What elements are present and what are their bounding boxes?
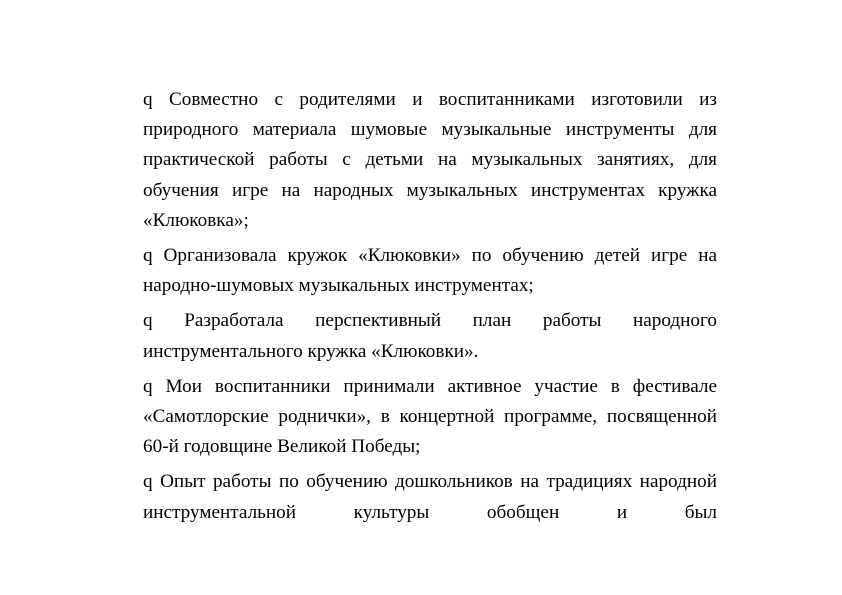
paragraph-festival-participation: q Мои воспитанники принимали активное участие в фестивале «Самотлорские роднички», в концертной программе, посвященной 60-й годовщине Великой Победы; bbox=[143, 375, 717, 458]
bullet-text-block bbox=[143, 85, 717, 528]
paragraph-club-organized: q Организовала кружок «Клюковки» по обучению детей игре на народно-шумовых музыкальных инструментах; bbox=[143, 245, 717, 297]
paragraph-homemade-instruments: q Совместно с родителями и воспитанниками изготовили из природного материала шумовые музыкальные инструменты для практической работы с детьми на музыкальных занятиях, для обучения игре на народных музыкальных инструментах кружка «Клюковка»; bbox=[143, 89, 717, 231]
paragraph-experience-summary: q Опыт работы по обучению дошкольников на традициях народной инструментальной культуры обобщен и был bbox=[143, 471, 717, 523]
paragraph-work-plan: q Разработала перспективный план работы народного инструментального кружка «Клюковки». bbox=[143, 310, 717, 362]
